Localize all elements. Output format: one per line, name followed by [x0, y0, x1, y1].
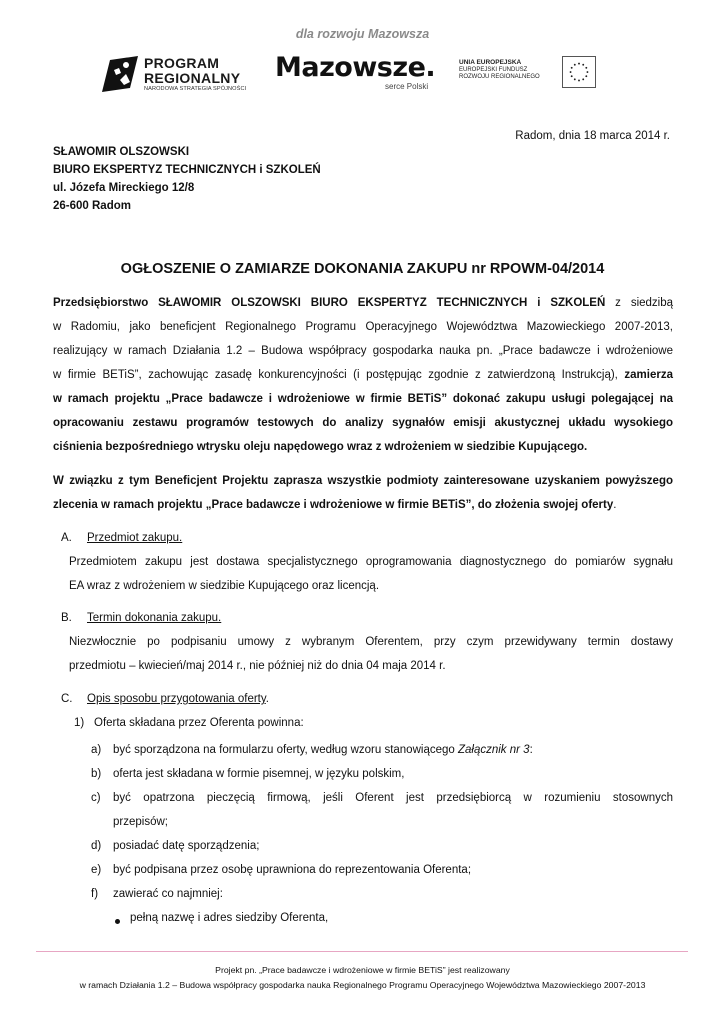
section-b-line-2: przedmiotu – kwiecień/maj 2014 r., nie później niż do dnia 04 maja 2014 r. [69, 660, 446, 672]
section-a-letter: A. [61, 532, 72, 544]
c-b-text: oferta jest składana w formie pisemnej, w języku polskim, [113, 768, 405, 780]
c-item1-number: 1) [74, 717, 85, 729]
bullet-icon [115, 919, 120, 924]
footer-line-2: w ramach Działania 1.2 – Budowa współpracy gospodarka nauka Regionalnego Programu Operacyjnego Województwa Mazowieckiego 2007-2013 [79, 980, 646, 990]
document-date: Radom, dnia 18 marca 2014 r. [515, 130, 670, 142]
mazowsze-wordmark: Mazowsze. [275, 52, 436, 83]
section-a-heading: Przedmiot zakupu. [87, 532, 183, 544]
section-a-line-1: Przedmiotem zakupu jest dostawa specjalistycznego oprogramowania diagnostycznego do pomiarów sygnału [69, 556, 673, 568]
program-regionalny-logo [100, 50, 270, 100]
program-logo-line2: REGIONALNY [144, 70, 241, 86]
section-a-line-2: EA wraz z wdrożeniem w siedzibie Kupującego oraz licencją. [69, 580, 380, 592]
c-c-marker: c) [91, 792, 101, 804]
intro-line-3: realizujący w ramach Działania 1.2 – Budowa współpracy gospodarka nauka pn. „Prace badawcze i wdrożeniowe [53, 345, 673, 357]
c-a-text: być sporządzona na formularzu oferty, według wzoru stanowiącego Załącznik nr 3: [113, 744, 533, 756]
sender-name: SŁAWOMIR OLSZOWSKI [53, 146, 190, 158]
intro-line-6: opracowaniu zestawu programów testowych do analizy sygnałów emisji akustycznej układu wysokiego [53, 417, 673, 429]
section-b-heading: Termin dokonania zakupu. [87, 612, 222, 624]
c-e-text: być podpisana przez osobę uprawniona do reprezentowania Oferenta; [113, 864, 472, 876]
c-item1-text: Oferta składana przez Oferenta powinna: [94, 717, 304, 729]
invite-line-2: zlecenia w ramach projektu „Prace badawcze i wdrożeniowe w firmie BETiS”, do złożenia swojej oferty. [53, 499, 617, 511]
program-logo-line3: NARODOWA STRATEGIA SPÓJNOŚCI [144, 86, 247, 92]
c-e-marker: e) [91, 864, 102, 876]
footer-line-1: Projekt pn. „Prace badawcze i wdrożeniowe w firmie BETiS” jest realizowany [215, 965, 510, 975]
c-a-marker: a) [91, 744, 102, 756]
section-c-heading: Opis sposobu przygotowania oferty. [87, 693, 269, 705]
c-c-text-2: przepisów; [113, 816, 168, 828]
sender-street: ul. Józefa Mireckiego 12/8 [53, 182, 195, 194]
eu-line3: ROZWOJU REGIONALNEGO [459, 74, 540, 80]
c-d-marker: d) [91, 840, 102, 852]
intro-line-4: w firmie BETiS”, zachowując zasadę konkurencyjności (i postępując zgodnie z zatwierdzoną Instrukcją), zamierza [53, 369, 673, 381]
section-b-letter: B. [61, 612, 72, 624]
eu-flag-icon [562, 56, 596, 88]
document-title: OGŁOSZENIE O ZAMIARZE DOKONANIA ZAKUPU nr RPOWM-04/2014 [120, 261, 605, 277]
sender-city: 26-600 Radom [53, 200, 131, 212]
c-f-marker: f) [91, 888, 99, 900]
eu-line1: UNIA EUROPEJSKA [459, 59, 522, 66]
intro-line-5: w ramach projektu „Prace badawcze i wdrożeniowe w firmie BETiS” dokonać zakupu usługi polegającej na [53, 393, 673, 405]
intro-line-1: Przedsiębiorstwo SŁAWOMIR OLSZOWSKI BIURO EKSPERTYZ TECHNICZNYCH i SZKOLEŃ z siedzibą [53, 297, 674, 309]
invite-line-1: W związku z tym Beneficjent Projektu zaprasza wszystkie podmioty zainteresowane uzyskaniem powyższego [53, 475, 673, 487]
intro-line-7: ciśnienia bezpośredniego wtrysku oleju napędowego wraz z wdrożeniem w siedzibie Kupującego. [53, 441, 588, 453]
header-tagline: dla rozwoju Mazowsza [295, 27, 430, 41]
c-c-text-1: być opatrzona pieczęcią firmową, jeśli Oferent jest przedsiębiorcą w rozumieniu stosownych [113, 792, 673, 804]
program-logo-line1: PROGRAM [144, 55, 220, 71]
eu-line2: EUROPEJSKI FUNDUSZ [459, 67, 528, 73]
mazowsze-subtitle: serce Polski [385, 82, 429, 91]
section-b-line-1: Niezwłocznie po podpisaniu umowy z wybranym Oferentem, przy czym przewidywany termin dostawy [69, 636, 673, 648]
c-f-text: zawierać co najmniej: [113, 888, 223, 900]
intro-line-2: w Radomiu, jako beneficjent Regionalnego Programu Operacyjnego Województwa Mazowieckiego 2007-2013, [53, 321, 673, 333]
eu-logo [459, 56, 599, 90]
c-d-text: posiadać datę sporządzenia; [113, 840, 260, 852]
mazowsze-logo [275, 52, 440, 97]
program-regionalny-mark-icon [100, 54, 140, 94]
c-b-marker: b) [91, 768, 102, 780]
c-f-bullet-text: pełną nazwę i adres siedziby Oferenta, [130, 912, 329, 924]
footer-rule [36, 951, 688, 952]
sender-company: BIURO EKSPERTYZ TECHNICZNYCH i SZKOLEŃ [53, 164, 321, 176]
section-c-letter: C. [61, 693, 73, 705]
